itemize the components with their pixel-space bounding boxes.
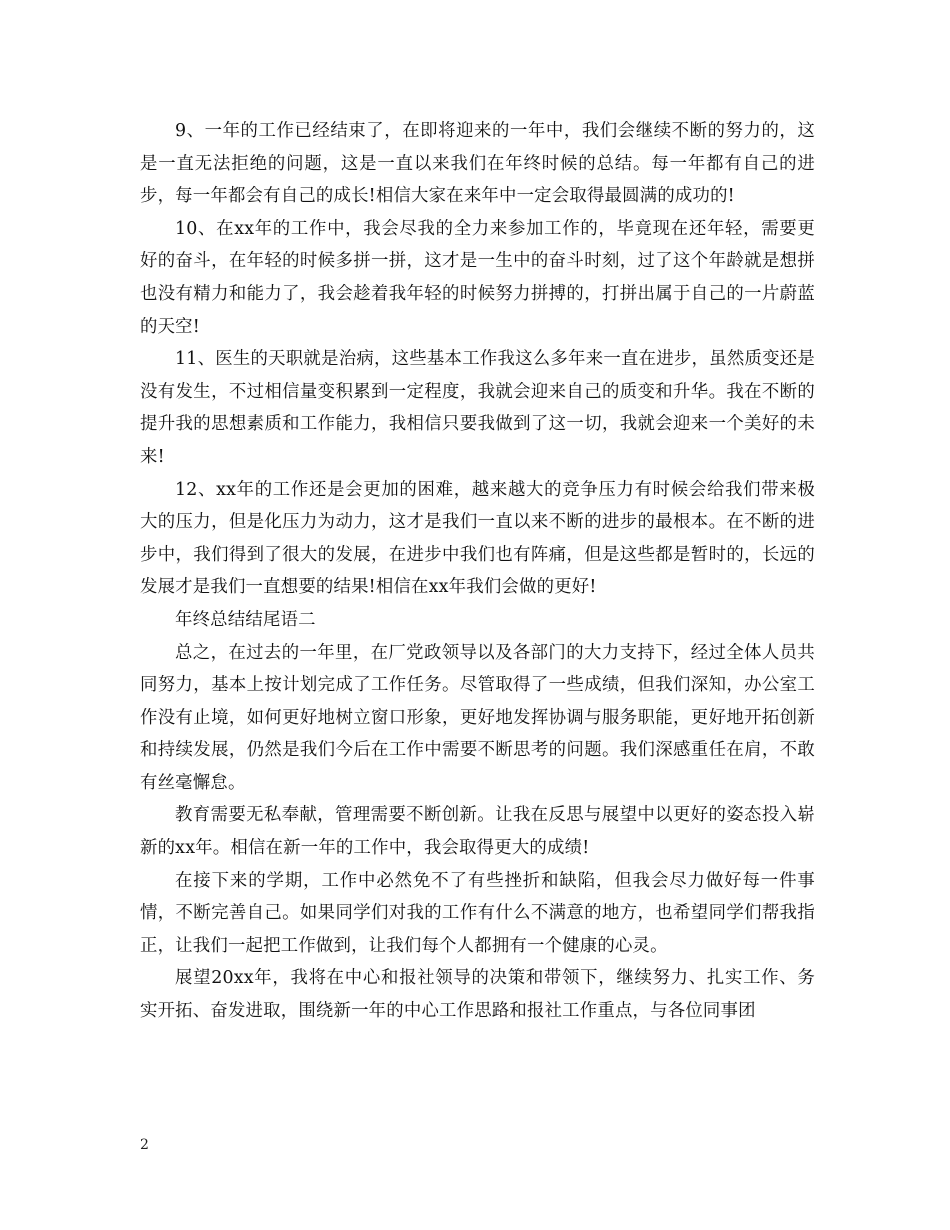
paragraph-12: 12、xx年的工作还是会更加的困难，越来越大的竞争压力有时候会给我们带来极大的压力，但是化压力为动力，这才是我们一直以来不断的进步的最根本。在不断的进步中，我们得到了很大的发展，在进步中我们也有阵痛，但是这些都是暂时的，长远的发展才是我们一直想要的结果!相信在xx年我们会做的更好!	[140, 479, 815, 598]
document-body	[140, 115, 815, 1028]
paragraph-10: 10、在xx年的工作中，我会尽我的全力来参加工作的，毕竟现在还年轻，需要更好的奋斗，在年轻的时候多拼一拼，这才是一生中的奋斗时刻，过了这个年龄就是想拼也没有精力和能力了，我会趁着我年轻的时候努力拼搏的，打拼出属于自己的一片蔚蓝的天空!	[140, 218, 815, 337]
page-number: 2	[140, 1137, 149, 1153]
paragraph-outlook: 展望20xx年，我将在中心和报社领导的决策和带领下，继续努力、扎实工作、务实开拓、奋发进取，围绕新一年的中心工作思路和报社工作重点，与各位同事团	[140, 968, 815, 1022]
paragraph-education: 教育需要无私奉献，管理需要不断创新。让我在反思与展望中以更好的姿态投入崭新的xx年。相信在新一年的工作中，我会取得更大的成绩!	[140, 805, 815, 859]
paragraph-summary: 总之，在过去的一年里，在厂党政领导以及各部门的大力支持下，经过全体人员共同努力，基本上按计划完成了工作任务。尽管取得了一些成绩，但我们深知，办公室工作没有止境，如何更好地树立窗口形象，更好地发挥协调与服务职能，更好地开拓创新和持续发展，仍然是我们今后在工作中需要不断思考的问题。我们深感重任在肩，不敢有丝毫懈怠。	[140, 642, 815, 793]
paragraph-semester: 在接下来的学期，工作中必然免不了有些挫折和缺陷，但我会尽力做好每一件事情，不断完善自己。如果同学们对我的工作有什么不满意的地方，也希望同学们帮我指正，让我们一起把工作做到，让我们每个人都拥有一个健康的心灵。	[140, 870, 815, 956]
section-heading: 年终总结结尾语二	[175, 609, 316, 630]
paragraph-11: 11、医生的天职就是治病，这些基本工作我这么多年来一直在进步，虽然质变还是没有发生，不过相信量变积累到一定程度，我就会迎来自己的质变和升华。我在不断的提升我的思想素质和工作能力，我相信只要我做到了这一切，我就会迎来一个美好的未来!	[140, 349, 815, 467]
paragraph-9: 9、一年的工作已经结束了，在即将迎来的一年中，我们会继续不断的努力的，这是一直无法拒绝的问题，这是一直以来我们在年终时候的总结。每一年都有自己的进步，每一年都会有自己的成长!相信大家在来年中一定会取得最圆满的成功的!	[140, 121, 815, 207]
